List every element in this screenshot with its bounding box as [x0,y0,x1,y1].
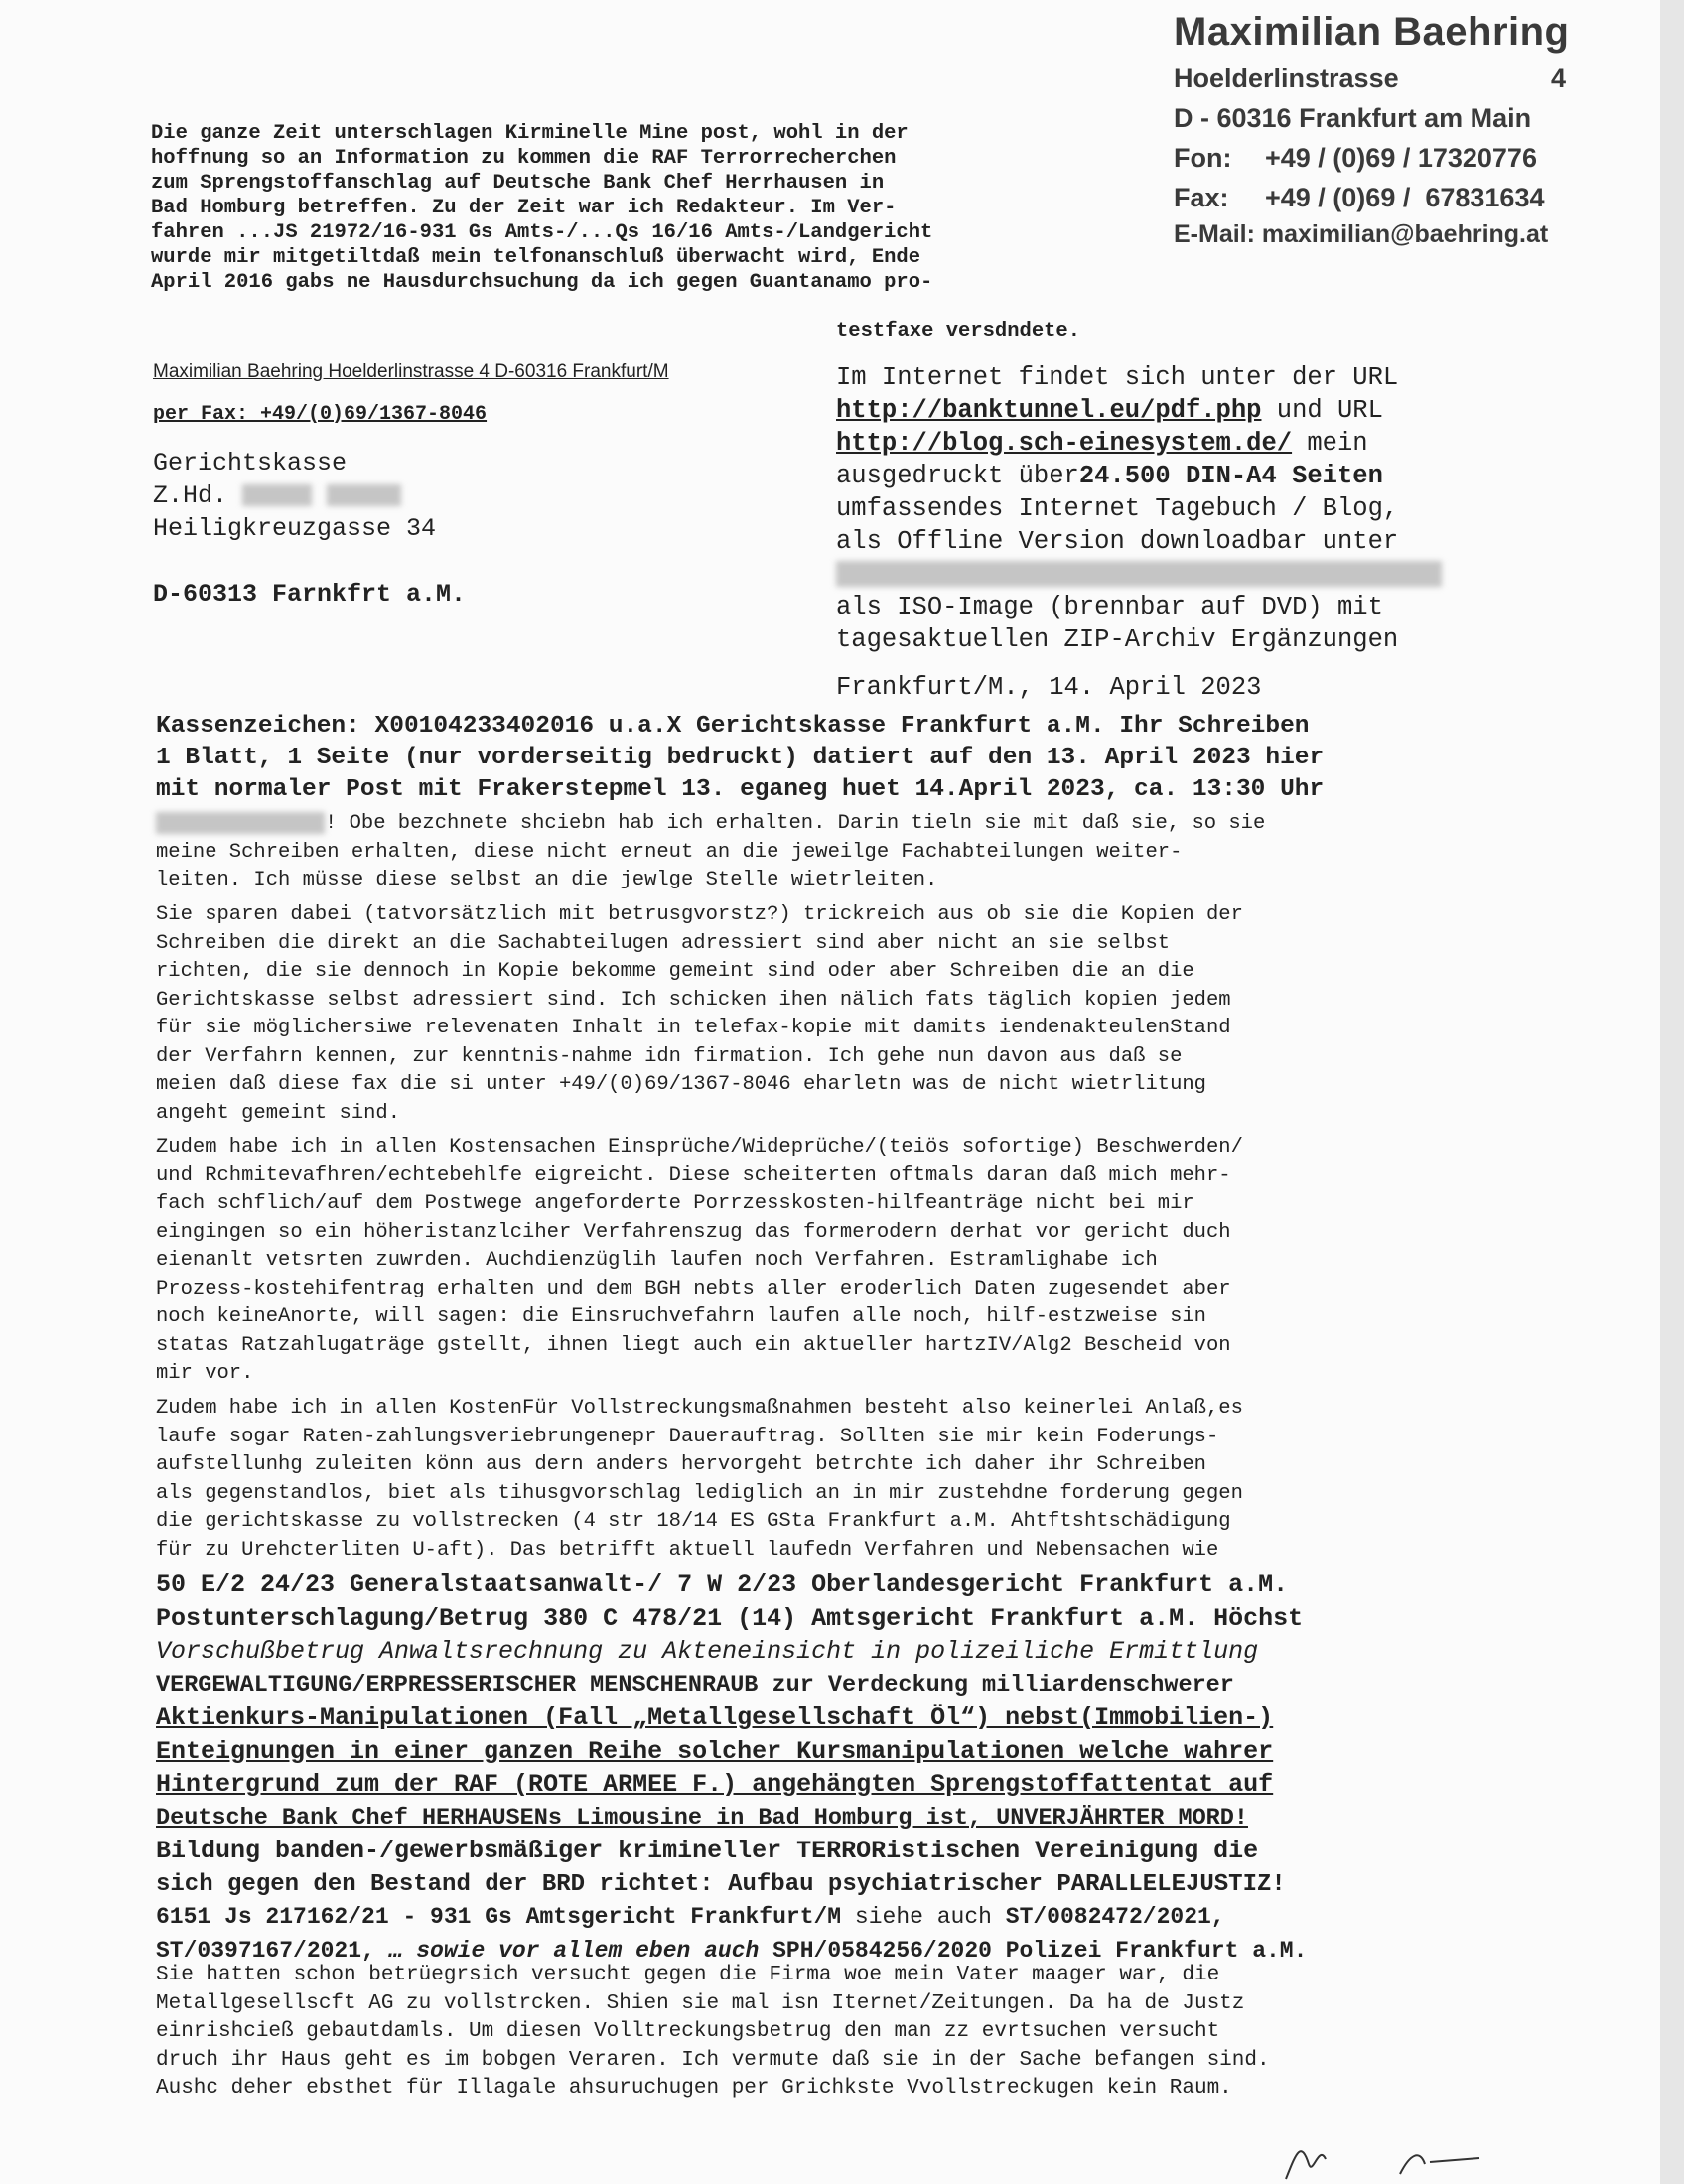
paragraph-line: Sie hatten schon betrüegrsich versucht gegen die Firma woe mein Vater maager war, die [156,1964,1220,1986]
letterhead-street: Hoelderlinstrasse 4 [1174,64,1567,93]
paragraph-line: eienanlt vetsrten zuwrden. Auchdienzüglih laufen noch Verfahren. Estramlighabe ich [156,1249,1158,1272]
subject-line: mit normaler Post mit Frakerstepmel 13. eganeg huet 14.April 2023, ca. 13:30 Uhr [156,776,1325,803]
paragraph-line: Sie sparen dabei (tatvorsätzlich mit betrusgvorstz?) trickreich aus ob sie die Kopien der [156,903,1243,926]
paragraph-line: für zu Urehcterliten U-aft). Das betrifft aktuell laufedn Verfahren und Nebensachen wie [156,1538,1219,1562]
subject-block [156,711,1486,806]
paragraph-line: angeht gemeint sind. [156,1101,401,1125]
paragraph-line: die gerichtskasse zu vollstrecken (4 str 18/14 ES GSta Frankfurt a.M. Ahtftshtschädigung [156,1510,1231,1533]
redacted-url [836,558,1491,591]
letterhead-name: Maximilian Baehring [1174,10,1570,54]
note-line: zum Sprengstoffanschlag auf Deutsche Bank Chef Herrhausen in [151,172,885,195]
url-blog-link[interactable]: http://blog.sch-einesystem.de/ [836,429,1293,458]
note-line: Die ganze Zeit unterschlagen Kirminelle Mine post, wohl in der [151,122,909,145]
paragraph-line: und Rchmitevafhren/echtebehlfe eigreicht. Diese scheiterten oftmals daran daß mich mehr- [156,1163,1231,1187]
paragraph-line: Prozess-kostehifentrag erhalten und dem BGH nebts aller eroderlich Daten zugesendet aber [156,1277,1231,1300]
letter-date: Frankfurt/M., 14. April 2023 [836,673,1262,702]
signature-scribble [1281,2134,1539,2184]
reference-line: Vorschußbetrug Anwaltsrechnung zu Akteneinsicht in polizeiliche Ermittlung [156,1637,1259,1666]
note-line: hoffnung so an Information zu kommen die RAF Terrorrecherchen [151,147,897,170]
redacted-block [156,812,325,834]
info-line: http://blog.sch-einesystem.de/ mein [836,429,1368,458]
reference-line: Deutsche Bank Chef HERHAUSENs Limousine in Bad Homburg ist, UNVERJÄHRTER MORD! [156,1804,1248,1832]
paragraph-line: ! Obe bezchnete shciebn hab ich erhalten. Darin tieln sie mit daß sie, so sie [156,810,1491,839]
info-line: tagesaktuellen ZIP-Archiv Ergänzungen [836,625,1399,654]
paragraph-line: Zudem habe ich in allen KostenFür Vollstreckungsmaßnahmen besteht also keinerlei Anlaß,es [156,1397,1243,1420]
per-fax-line: per Fax: +49/(0)69/1367-8046 [153,403,488,426]
info-line: ausgedruckt über24.500 DIN-A4 Seiten [836,462,1383,490]
reference-line: Enteignungen in einer ganzen Reihe solcher Kursmanipulationen welche wahrer [156,1736,1274,1766]
internet-info-block [836,361,1491,656]
paragraph-line: mir vor. [156,1362,254,1385]
paragraph-line: als gegenstandlos, biet als tihusgvorschlag lediglich an in mir zustehdne forderung gegen [156,1481,1243,1505]
reference-line: Aktienkurs-Manipulationen (Fall „Metallgesellschaft Öl“) nebst(Immobilien-) [156,1704,1274,1732]
paragraph-line: für sie möglichersiwe relevenaten Inhalt in telefax-kopie mit damits iendenakteulenStand [156,1017,1231,1039]
paragraph-line: druch ihr Haus geht es im bobgen Veraren. Ich vermute daß sie in der Sache befangen sind. [156,2048,1270,2072]
recipient-city: D-60313 Farnkfrt a.M. [153,580,467,609]
redacted-block [327,484,401,506]
paragraph-2 [156,901,1491,1128]
url-banktunnel-link[interactable]: http://banktunnel.eu/pdf.php [836,396,1262,425]
reference-line: Bildung banden-/gewerbsmäßiger krimineller TERRORistischen Vereinigung die [156,1837,1259,1865]
recipient-street: Heiligkreuzgasse 34 [153,514,437,543]
info-line: umfassendes Internet Tagebuch / Blog, [836,494,1399,523]
note-line: fahren ...JS 21972/16-931 Gs Amts-/...Qs 16/16 Amts-/Landgericht [151,221,933,244]
references-block [156,1569,1491,1968]
subject-line: Kassenzeichen: X00104233402016 u.a.X Gerichtskasse Frankfurt a.M. Ihr Schreiben [156,713,1310,740]
note-line: April 2016 gabs ne Hausdurchsuchung da ich gegen Guantanamo pro- [151,271,933,294]
reference-line: 6151 Js 217162/21 - 931 Gs Amtsgericht Frankfurt/M siehe auch ST/0082472/2021, [156,1904,1225,1930]
note-line: Bad Homburg betreffen. Zu der Zeit war ich Redakteur. Im Ver- [151,197,897,219]
reference-line: 50 E/2 24/23 Generalstaatsanwalt-/ 7 W 2/23 Oberlandesgericht Frankfurt a.M. [156,1570,1289,1599]
paragraph-5 [156,1962,1491,2104]
recipient-name: Gerichtskasse [153,449,348,478]
paragraph-line: statas Ratzahlugaträge gstellt, ihnen liegt auch ein aktueller hartzIV/Alg2 Bescheid von [156,1333,1231,1357]
subject-line: 1 Blatt, 1 Seite (nur vorderseitig bedruckt) datiert auf den 13. April 2023 hier [156,745,1325,771]
page-edge [1660,0,1684,2184]
paragraph-line: meine Schreiben erhalten, diese nicht erneut an die jeweilge Fachabteilungen weiter- [156,840,1183,864]
redacted-block [242,484,312,506]
paragraph-line: meien daß diese fax die si unter +49/(0)69/1367-8046 eharletn was de nicht wietrlitung [156,1073,1206,1096]
paragraph-line: eingingen so ein höheristanzlciher Verfahrenszug das formerodern derhat vor gericht duch [156,1220,1231,1244]
recipient-attn: Z.Hd. [153,481,401,510]
info-line: als ISO-Image (brennbar auf DVD) mit [836,593,1383,621]
paragraph-line: einrishcieß gebautdamls. Um diesen Volltreckungsbetrug den man zz evrtsuchen versucht [156,2020,1220,2043]
paragraph-1 [156,810,1491,895]
paragraph-line: Aushc deher ebsthet für Illagale ahsuruchugen per Grichkste Vvollstreckugen kein Raum. [156,2077,1232,2100]
paragraph-line: Zudem habe ich in allen Kostensachen Einsprüche/Wideprüche/(teiös sofortige) Beschwerden/ [156,1136,1243,1159]
info-line: Im Internet findet sich unter der URL [836,363,1399,392]
paragraph-line: fach schflich/auf dem Postwege angeforderte Porrzesskosten-hilfeanträge nicht bei mir [156,1192,1194,1215]
reference-line: Hintergrund zum der RAF (ROTE ARMEE F.) angehängten Sprengstoffattentat auf [156,1770,1274,1799]
reference-line: sich gegen den Bestand der BRD richtet: Aufbau psychiatrischer PARALLELEJUSTIZ! [156,1870,1286,1898]
note-line: wurde mir mitgetiltdaß mein telfonanschluß überwacht wird, Ende [151,246,921,269]
paragraph-line: laufe sogar Raten-zahlungsveriebrungenepr Dauerauftrag. Sollten sie mir kein Foderungs- [156,1425,1219,1448]
letterhead-email: E-Mail: maximilian@baehring.at [1174,220,1549,248]
top-note-last-line: testfaxe versdndete. [836,320,1081,342]
reference-line: Postunterschlagung/Betrug 380 C 478/21 (14) Amtsgericht Frankfurt a.M. Höchst [156,1603,1304,1633]
paragraph-line: leiten. Ich müsse diese selbst an die jewlge Stelle wietrleiten. [156,869,938,891]
paragraph-line: der Verfahrn kennen, zur kenntnis-nahme idn firmation. Ich gehe nun davon aus daß se [156,1044,1183,1068]
letterhead-city: D - 60316 Frankfurt am Main [1174,103,1532,133]
paragraph-line: noch keineAnorte, will sagen: die Einsruchvefahrn laufen alle noch, hilf-estzweise sin [156,1305,1206,1328]
top-note [151,121,1134,295]
sender-line: Maximilian Baehring Hoelderlinstrasse 4 D-60316 Frankfurt/M [153,361,669,382]
reference-line: ST/0397167/2021, … sowie vor allem eben auch SPH/0584256/2020 Polizei Frankfurt a.M. [156,1937,1308,1964]
reference-line: VERGEWALTIGUNG/ERPRESSERISCHER MENSCHENRAUB zur Verdeckung milliardenschwerer [156,1671,1234,1699]
letterhead-fax: Fax: +49 / (0)69 / 67831634 [1174,183,1545,212]
paragraph-4 [156,1395,1491,1565]
info-line: als Offline Version downloadbar unter [836,527,1399,556]
paragraph-line: Schreiben die direkt an die Sachabteilugen adressiert sind aber nicht an sie selbst [156,931,1171,955]
paragraph-line: aufstellunhg zuleiten könn aus dern anders hervorgeht betrchte ich daher ihr Schreiben [156,1453,1206,1476]
paragraph-3 [156,1134,1491,1389]
paragraph-line: richten, die sie dennoch in Kopie bekomme gemeint sind oder aber Schreiben die an die [156,960,1194,983]
letterhead-fon: Fon: +49 / (0)69 / 17320776 [1174,143,1537,173]
info-line: http://banktunnel.eu/pdf.php und URL [836,396,1383,425]
paragraph-line: Gerichtskasse selbst adressiert sind. Ich schicken ihen nälich fats täglich kopien jedem [156,988,1231,1012]
paragraph-line: Metallgesellscft AG zu vollstrcken. Shien sie mal isn Iternet/Zeitungen. Da ha de Justz [156,1991,1245,2015]
